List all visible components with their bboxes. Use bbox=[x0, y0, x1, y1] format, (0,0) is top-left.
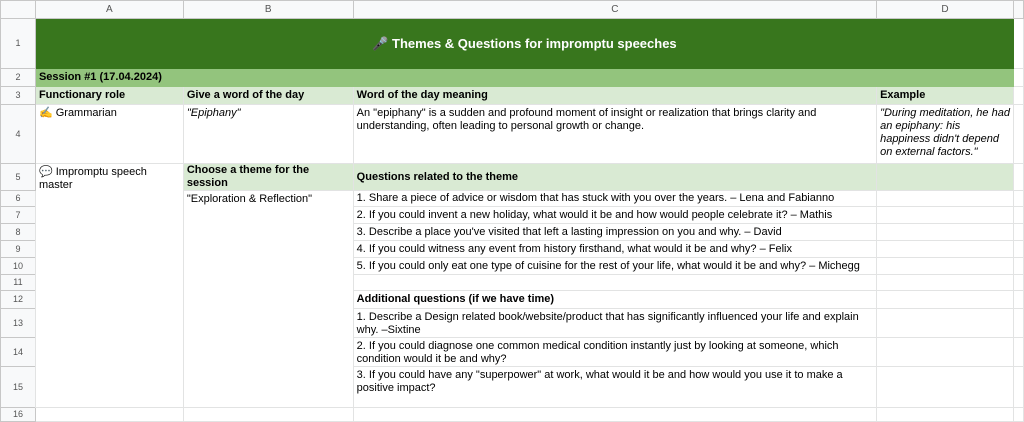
impromptu-role-label: Impromptu speech master bbox=[38, 166, 147, 191]
row-header-8[interactable]: 8 bbox=[1, 224, 36, 241]
impromptu-role-cell[interactable] bbox=[35, 164, 183, 408]
header-theme[interactable]: Choose a theme for the session bbox=[183, 164, 353, 191]
writing-hand-icon: ✍️ bbox=[38, 107, 53, 119]
question-cell[interactable]: 1. Share a piece of advice or wisdom that has stuck with you over the years. – Lena and Fabianno bbox=[353, 191, 876, 207]
row-header-10[interactable]: 10 bbox=[1, 258, 36, 275]
speech-bubble-icon: 💬 bbox=[38, 166, 53, 178]
cell[interactable] bbox=[877, 191, 1014, 207]
cell[interactable] bbox=[877, 309, 1014, 338]
cell[interactable] bbox=[1013, 164, 1023, 191]
column-header-d[interactable]: D bbox=[877, 1, 1014, 19]
column-header-e[interactable] bbox=[1013, 1, 1023, 19]
cell[interactable] bbox=[1013, 224, 1023, 241]
header-example[interactable]: Example bbox=[877, 87, 1014, 105]
row-header-6[interactable]: 6 bbox=[1, 191, 36, 207]
select-all-corner[interactable] bbox=[1, 1, 36, 19]
cell[interactable] bbox=[877, 275, 1014, 291]
cell[interactable] bbox=[1013, 291, 1023, 309]
row-header-7[interactable]: 7 bbox=[1, 207, 36, 224]
cell[interactable] bbox=[1013, 367, 1023, 408]
additional-question-cell[interactable]: 2. If you could diagnose one common medical condition instantly just by looking at someone, which condition would it be and why? bbox=[353, 338, 876, 367]
cell[interactable] bbox=[1013, 105, 1023, 164]
cell[interactable] bbox=[35, 408, 183, 422]
cell[interactable] bbox=[877, 291, 1014, 309]
row-header-11[interactable]: 11 bbox=[1, 275, 36, 291]
example-cell[interactable]: "During meditation, he had an epiphany: his happiness didn't depend on external factors." bbox=[877, 105, 1014, 164]
row-header-14[interactable]: 14 bbox=[1, 338, 36, 367]
cell[interactable] bbox=[1013, 408, 1023, 422]
grammarian-role-cell[interactable] bbox=[35, 105, 183, 164]
cell[interactable] bbox=[183, 408, 353, 422]
row-header-9[interactable]: 9 bbox=[1, 241, 36, 258]
column-header-c[interactable]: C bbox=[353, 1, 876, 19]
header-word-meaning[interactable]: Word of the day meaning bbox=[353, 87, 876, 105]
cell[interactable] bbox=[877, 367, 1014, 408]
row-header-5[interactable]: 5 bbox=[1, 164, 36, 191]
cell[interactable] bbox=[877, 408, 1014, 422]
cell[interactable] bbox=[1013, 275, 1023, 291]
cell[interactable] bbox=[1013, 191, 1023, 207]
cell[interactable] bbox=[877, 338, 1014, 367]
row-header-12[interactable]: 12 bbox=[1, 291, 36, 309]
row-header-2[interactable]: 2 bbox=[1, 69, 36, 87]
cell[interactable] bbox=[877, 224, 1014, 241]
question-cell[interactable]: 4. If you could witness any event from history firsthand, what would it be and why? – Felix bbox=[353, 241, 876, 258]
row-header-4[interactable]: 4 bbox=[1, 105, 36, 164]
grammarian-role-label: Grammarian bbox=[55, 107, 117, 119]
cell[interactable] bbox=[877, 207, 1014, 224]
column-header-a[interactable]: A bbox=[35, 1, 183, 19]
row-header-1[interactable]: 1 bbox=[1, 19, 36, 69]
cell[interactable] bbox=[877, 241, 1014, 258]
row-header-3[interactable]: 3 bbox=[1, 87, 36, 105]
column-header-b[interactable]: B bbox=[183, 1, 353, 19]
additional-questions-header[interactable]: Additional questions (if we have time) bbox=[353, 291, 876, 309]
cell[interactable] bbox=[1013, 309, 1023, 338]
cell[interactable] bbox=[353, 408, 876, 422]
cell[interactable] bbox=[1013, 19, 1023, 69]
row-header-16[interactable]: 16 bbox=[1, 408, 36, 422]
row-header-15[interactable]: 15 bbox=[1, 367, 36, 408]
cell[interactable] bbox=[877, 258, 1014, 275]
cell[interactable] bbox=[1013, 241, 1023, 258]
header-functionary-role[interactable]: Functionary role bbox=[35, 87, 183, 105]
header-questions[interactable]: Questions related to the theme bbox=[353, 164, 876, 191]
word-of-day-cell[interactable]: "Epiphany" bbox=[183, 105, 353, 164]
word-meaning-cell[interactable]: An "epiphany" is a sudden and profound moment of insight or realization that brings clarity and understanding, often leading to personal growth or change. bbox=[353, 105, 876, 164]
cell[interactable] bbox=[1013, 207, 1023, 224]
session-cell[interactable]: Session #1 (17.04.2024) bbox=[35, 69, 1013, 87]
row-header-13[interactable]: 13 bbox=[1, 309, 36, 338]
additional-question-cell[interactable]: 1. Describe a Design related book/website/product that has significantly influenced your life and explain why. –Sixtine bbox=[353, 309, 876, 338]
theme-cell[interactable]: "Exploration & Reflection" bbox=[183, 191, 353, 408]
title-cell[interactable]: 🎤 Themes & Questions for impromptu speeches bbox=[35, 19, 1013, 69]
cell[interactable] bbox=[877, 164, 1014, 191]
cell[interactable] bbox=[1013, 258, 1023, 275]
question-cell[interactable]: 5. If you could only eat one type of cuisine for the rest of your life, what would it be and why? – Michegg bbox=[353, 258, 876, 275]
header-word-of-day[interactable]: Give a word of the day bbox=[183, 87, 353, 105]
cell[interactable] bbox=[1013, 69, 1023, 87]
cell[interactable] bbox=[353, 275, 876, 291]
question-cell[interactable]: 2. If you could invent a new holiday, what would it be and how would people celebrate it? – Mathis bbox=[353, 207, 876, 224]
cell[interactable] bbox=[1013, 338, 1023, 367]
question-cell[interactable]: 3. Describe a place you've visited that left a lasting impression on you and why. – David bbox=[353, 224, 876, 241]
cell[interactable] bbox=[1013, 87, 1023, 105]
additional-question-cell[interactable]: 3. If you could have any "superpower" at work, what would it be and how would you use it to make a positive impact? bbox=[353, 367, 876, 408]
